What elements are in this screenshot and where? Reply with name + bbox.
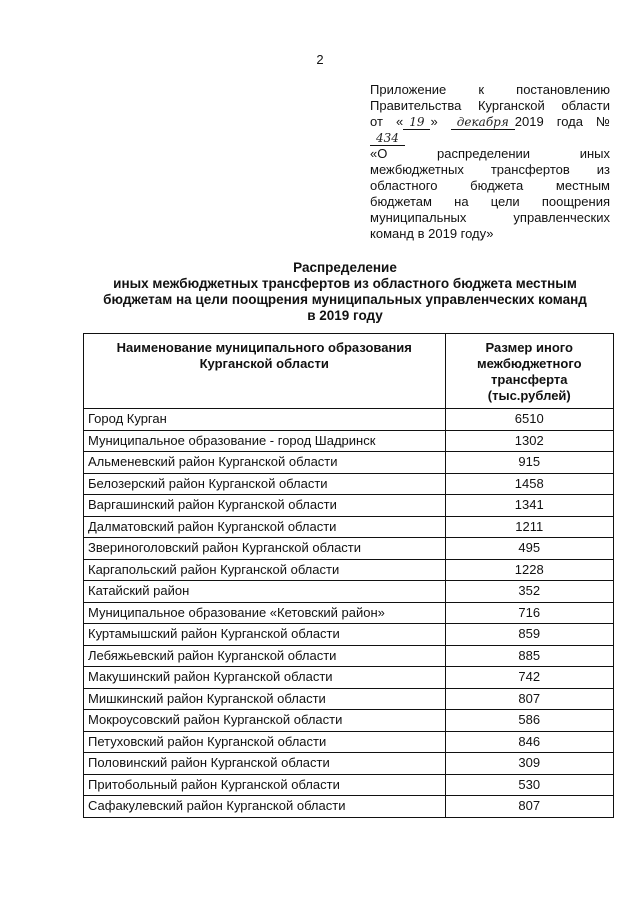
transfer-amount: 807 <box>445 796 613 818</box>
handwritten-month: декабря <box>451 115 515 130</box>
transfer-amount: 1302 <box>445 430 613 452</box>
handwritten-day: 19 <box>403 115 430 130</box>
transfer-amount: 1341 <box>445 495 613 517</box>
municipality-name: Мишкинский район Курганской области <box>84 688 446 710</box>
transfer-amount: 1228 <box>445 559 613 581</box>
appendix-line-8: муниципальных управленческих <box>370 210 610 225</box>
transfer-amount: 859 <box>445 624 613 646</box>
transfer-amount: 885 <box>445 645 613 667</box>
table-row <box>84 645 614 667</box>
municipality-name: Макушинский район Курганской области <box>84 667 446 689</box>
title-line-3: бюджетам на цели поощрения муниципальных управленческих команд <box>103 292 587 307</box>
title-line-4: в 2019 году <box>307 308 383 323</box>
municipality-name: Петуховский район Курганской области <box>84 731 446 753</box>
table-header-row <box>84 334 614 409</box>
title-line-1: Распределение <box>293 260 397 275</box>
table-row <box>84 710 614 732</box>
date-prefix: от « <box>370 114 404 129</box>
transfer-amount: 716 <box>445 602 613 624</box>
table-row <box>84 559 614 581</box>
municipality-name: Муниципальное образование - город Шадринск <box>84 430 446 452</box>
transfer-amount: 530 <box>445 774 613 796</box>
municipality-name: Катайский район <box>84 581 446 603</box>
municipality-name: Далматовский район Курганской области <box>84 516 446 538</box>
appendix-line-9: команд в 2019 году» <box>370 226 494 241</box>
appendix-line-7: бюджетам на цели поощрения <box>370 194 610 209</box>
transfer-amount: 846 <box>445 731 613 753</box>
municipality-name: Мокроусовский район Курганской области <box>84 710 446 732</box>
table-row <box>84 667 614 689</box>
municipality-name: Куртамышский район Курганской области <box>84 624 446 646</box>
distribution-table <box>83 333 614 818</box>
appendix-date-line <box>370 114 610 146</box>
table-row <box>84 624 614 646</box>
transfer-amount: 1211 <box>445 516 613 538</box>
municipality-name: Половинский район Курганской области <box>84 753 446 775</box>
table-row <box>84 516 614 538</box>
appendix-line-5: межбюджетных трансфертов из <box>370 162 610 177</box>
transfer-amount: 807 <box>445 688 613 710</box>
appendix-line-2: Правительства Курганской области <box>370 98 610 113</box>
transfer-amount: 6510 <box>445 409 613 431</box>
municipality-name: Лебяжьевский район Курганской области <box>84 645 446 667</box>
document-title <box>80 260 610 324</box>
header-municipality: Наименование муниципального образования Курганской области <box>84 334 446 409</box>
table-row <box>84 774 614 796</box>
date-mid: » <box>430 114 438 129</box>
table-row <box>84 538 614 560</box>
table-row <box>84 581 614 603</box>
appendix-block <box>370 82 610 242</box>
municipality-name: Притобольный район Курганской области <box>84 774 446 796</box>
municipality-name: Звериноголовский район Курганской области <box>84 538 446 560</box>
table-row <box>84 409 614 431</box>
municipality-name: Муниципальное образование «Кетовский район» <box>84 602 446 624</box>
table-row <box>84 473 614 495</box>
table-row <box>84 796 614 818</box>
transfer-amount: 309 <box>445 753 613 775</box>
municipality-name: Варгашинский район Курганской области <box>84 495 446 517</box>
date-year: 2019 года № <box>514 114 610 129</box>
title-line-2: иных межбюджетных трансфертов из областного бюджета местным <box>113 276 577 291</box>
municipality-name: Каргапольский район Курганской области <box>84 559 446 581</box>
municipality-name: Альменевский район Курганской области <box>84 452 446 474</box>
table-row <box>84 452 614 474</box>
transfer-amount: 586 <box>445 710 613 732</box>
transfer-amount: 915 <box>445 452 613 474</box>
municipality-name: Белозерский район Курганской области <box>84 473 446 495</box>
header-transfer-amount: Размер иного межбюджетного трансферта (тыс.рублей) <box>445 334 613 409</box>
page-number: 2 <box>316 52 324 67</box>
table-row <box>84 430 614 452</box>
appendix-line-1: Приложение к постановлению <box>370 82 610 97</box>
table-row <box>84 602 614 624</box>
table-row <box>84 688 614 710</box>
transfer-amount: 742 <box>445 667 613 689</box>
table-row <box>84 731 614 753</box>
handwritten-number: 434 <box>370 131 405 146</box>
municipality-name: Сафакулевский район Курганской области <box>84 796 446 818</box>
municipality-name: Город Курган <box>84 409 446 431</box>
table-row <box>84 753 614 775</box>
transfer-amount: 495 <box>445 538 613 560</box>
table-row <box>84 495 614 517</box>
transfer-amount: 352 <box>445 581 613 603</box>
table-body <box>84 409 614 818</box>
appendix-line-6: областного бюджета местным <box>370 178 610 193</box>
transfer-amount: 1458 <box>445 473 613 495</box>
appendix-line-4: «О распределении иных <box>370 146 610 161</box>
